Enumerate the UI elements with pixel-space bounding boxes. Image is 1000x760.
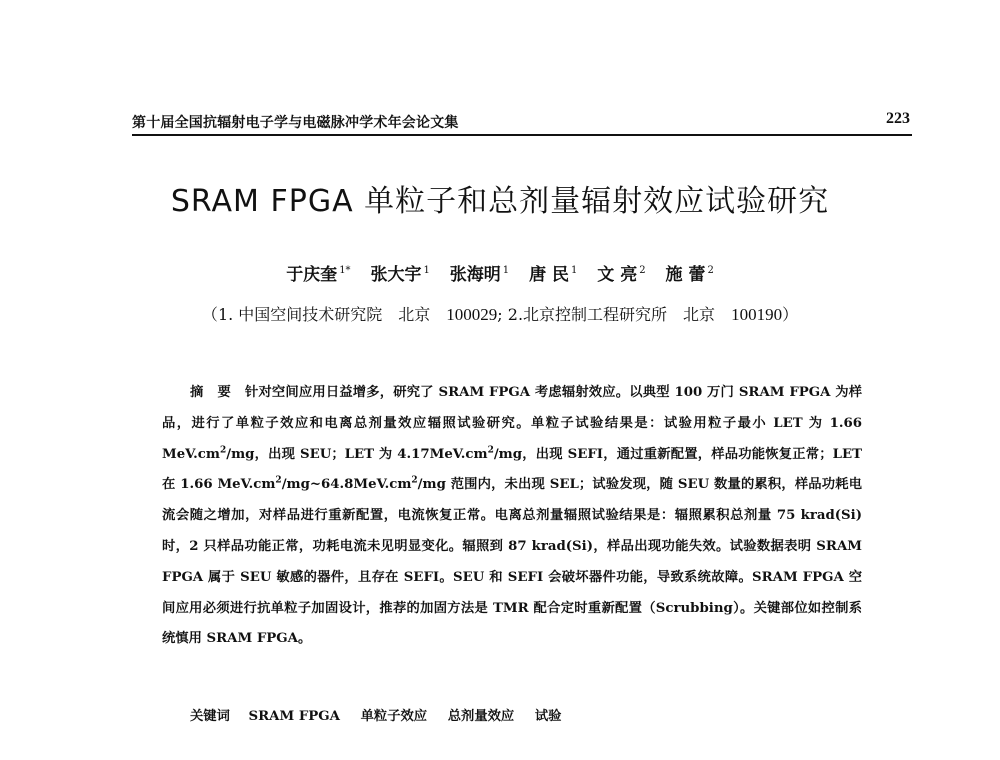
author [597,265,645,285]
affiliation-org-2: 2.北京控制工程研究所 北京 [507,305,732,324]
keyword: 试验 [534,709,562,724]
affiliation-line [0,302,1000,325]
abstract-text: /mg，出现 SEFI，通过重新配置，样品功能恢复正常；LET 在 1.66 MeV.cm [162,446,862,493]
abstract-label: 摘要 [190,385,245,400]
author-list [0,260,1000,285]
author-name: 唐 民 [529,265,569,285]
affiliation-open-paren: （ [201,305,218,324]
keywords-line [190,705,890,724]
author-name: 文 亮 [597,265,638,285]
postal-code-1: 100029 [446,305,498,324]
author-name: 张海明 [449,265,501,285]
keyword: 单粒子效应 [360,709,428,724]
author-affiliation-mark: 1 [571,265,578,277]
paper-title: SRAM FPGA 单粒子和总剂量辐射效应试验研究 [170,184,830,219]
author-affiliation-mark: 2 [639,265,646,277]
running-header [132,110,912,136]
unit-superscript: 2 [275,475,282,486]
author [286,265,350,285]
author [666,265,714,285]
author [529,265,577,285]
author [450,265,509,285]
author-name: 于庆奎 [286,265,338,285]
abstract-text: /mg，出现 SEU；LET 为 4.17MeV.cm [226,446,488,462]
author-affiliation-mark: 2 [707,265,714,277]
affiliation-close-paren: ） [782,305,799,324]
postal-code-2: 100190 [731,305,783,324]
author [370,265,429,285]
unit-superscript: 2 [487,445,494,456]
abstract-text: /mg 范围内，未出现 SEL；试验发现，随 SEU 数量的累积，样品功耗电流会随之增加，对样品进行重新配置，电流恢复正常。电离总剂量辐照试验结果是：辐照累积总剂量 75 krad(Si)时，2 只样品功能正常，功耗电流未见明显变化。辐照到 87 krad(Si)，样品出现功能失效。试验数据表明 SRAM FPGA 属于 SEU 敏感的器件，且存在 SEFI。SEU 和 SEFI 会破坏器件功能，导致系统故障。SRAM FPGA 空间应用必须进行抗单粒子加固设计，推荐的加固方法是 TMR 配合定时重新配置（Scrubbing）。关键部位如控制系统慎用 SRAM FPGA。 [162,477,862,647]
author-affiliation-mark: 1* [339,265,351,277]
keyword: SRAM FPGA [248,709,340,724]
page-number: 223 [886,110,910,127]
abstract-text: /mg~64.8MeV.cm [281,477,412,493]
author-affiliation-mark: 1 [423,265,430,277]
author-name: 施 蕾 [665,265,706,285]
abstract [162,378,862,655]
affiliation-org-1: 1. 中国空间技术研究院 北京 [217,305,447,324]
author-name: 张大宇 [370,265,422,285]
unit-superscript: 2 [411,475,418,486]
affiliation-separator: ; [497,305,508,324]
abstract-text: 针对空间应用日益增多，研究了 SRAM FPGA 考虑辐射效应。以典型 100 万门 SRAM FPGA 为样品，进行了单粒子效应和电离总剂量效应辐照试验研究。单粒子试验结果是：试验用粒子最小 LET 为 1.66 MeV.cm [162,385,863,462]
keyword: 总剂量效应 [447,709,515,724]
author-affiliation-mark: 1 [502,265,510,277]
journal-title: 第十届全国抗辐射电子学与电磁脉冲学术年会论文集 [132,115,459,131]
unit-superscript: 2 [219,445,227,456]
keywords-label: 关键词 [190,709,230,724]
